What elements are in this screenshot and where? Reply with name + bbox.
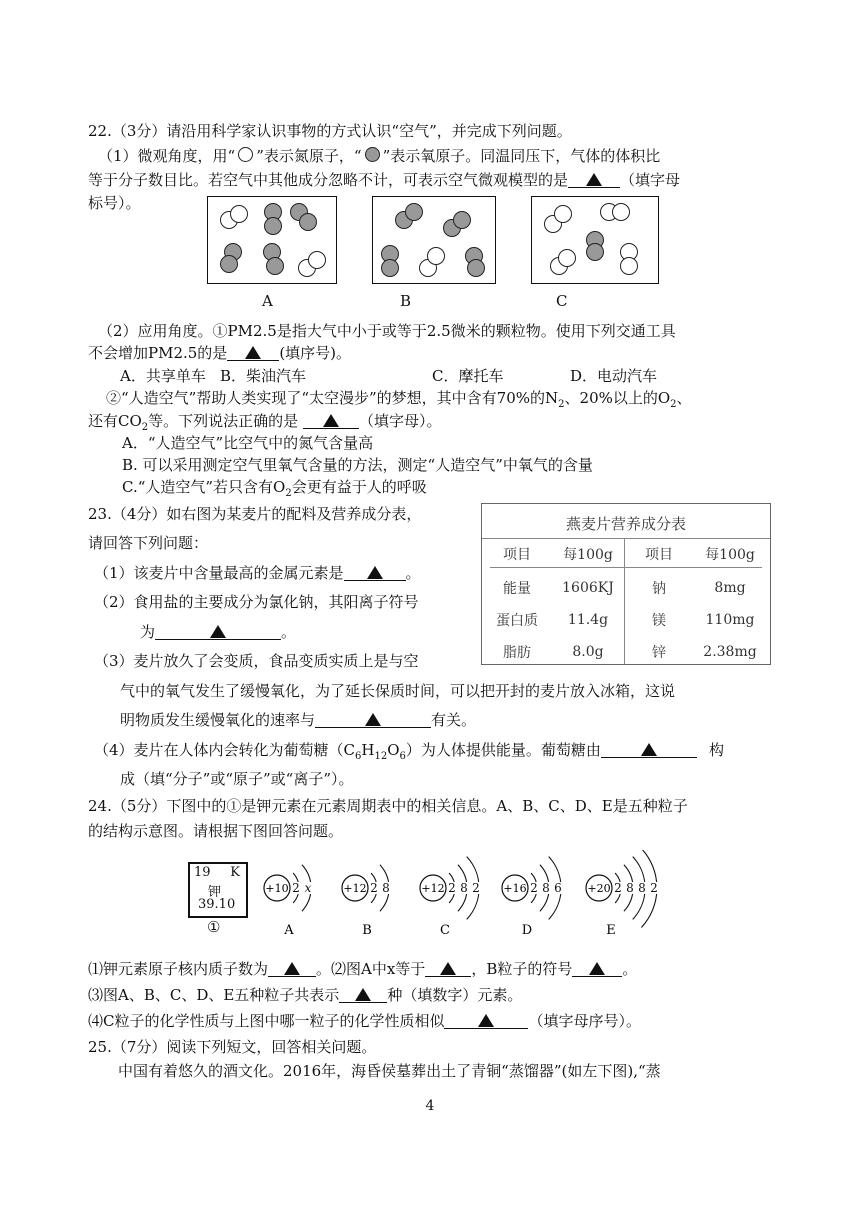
q22-opt-c-a: C.“人造空气”若只含有O <box>122 478 286 496</box>
triangle-icon <box>210 625 226 638</box>
table-header: 项目 <box>503 547 531 563</box>
element-mass: 39.10 <box>198 897 236 912</box>
q23-stem2: 请回答下列问题： <box>88 534 209 552</box>
particle-label: B <box>362 923 372 938</box>
q24-s3-b: 种（填数字）元素。 <box>387 986 523 1004</box>
q22-part1-line1 <box>98 145 660 167</box>
particle-label: A <box>284 923 294 938</box>
element-label: ① <box>207 918 221 936</box>
nutrition-table-grid <box>482 540 770 668</box>
triangle-icon <box>589 962 605 975</box>
q22-part2-line2 <box>88 342 351 364</box>
option-b: B．柴油汽车 <box>220 367 307 385</box>
model-label-a: A <box>262 292 273 310</box>
q24-s4 <box>88 1010 641 1032</box>
q22-p2b-line2-c: （填字母）。 <box>358 412 442 430</box>
q22-opt-c-b: 会更有益于人的呼吸 <box>291 478 427 496</box>
answer-blank[interactable] <box>444 1010 528 1029</box>
triangle-icon <box>355 988 371 1001</box>
nitrogen-atom-icon <box>238 147 253 162</box>
answer-blank[interactable] <box>315 709 431 728</box>
nucleus-charge: +12 <box>343 882 367 895</box>
answer-blank[interactable] <box>268 958 316 977</box>
table-header: 每100g <box>563 547 613 563</box>
q22-part2b-line2: 还有$CO_2$等。下列说法正确的是 （填字母）。 <box>88 412 442 433</box>
q24-s1 <box>88 958 637 980</box>
nucleus-charge: +16 <box>503 882 527 895</box>
q23-s4-d: ）为人体提供能量。葡萄糖由 <box>405 741 601 759</box>
triangle-icon <box>641 743 657 756</box>
page-number: 4 <box>425 1098 435 1114</box>
electron-count: 8 <box>638 881 646 895</box>
q22-part1-line2 <box>88 169 680 191</box>
q24-s4-a: ⑷C粒子的化学性质与上图中哪一粒子的化学性质相似 <box>88 1012 445 1030</box>
q22-part2b-line1: ②“人造空气”帮助人类实现了“太空漫步”的梦想，其中含有70%的$N_2$、20%以上的$O_2$、 <box>106 389 692 410</box>
element-symbol: K <box>230 865 240 880</box>
q22-p2b-line2-b: 等。下列说法正确的是 <box>148 412 299 430</box>
q24-stem2: 的结构示意图。请根据下图回答问题。 <box>88 822 344 840</box>
triangle-icon <box>323 414 339 427</box>
q23-s4-c: O <box>387 741 400 759</box>
q25-line2: 中国有着悠久的酒文化。2016年，海昏侯墓葬出土了青铜“蒸馏器”(如左下图),“蒸 <box>118 1062 661 1080</box>
table-header: 每100g <box>705 547 755 563</box>
q24-s1-b: 。⑵图A中x等于 <box>316 960 426 978</box>
triangle-icon <box>440 962 456 975</box>
nucleus-charge: +10 <box>265 882 289 895</box>
q23-s4-end: 构 <box>708 741 724 759</box>
electron-count: 2 <box>614 881 622 895</box>
answer-blank[interactable] <box>227 342 279 361</box>
particle-d <box>502 857 562 938</box>
q23-s2b <box>140 621 296 643</box>
option-d: D．电动汽车 <box>570 367 658 385</box>
triangle-icon <box>478 1014 494 1027</box>
triangle-icon <box>365 713 381 726</box>
nucleus-charge: +12 <box>421 882 445 895</box>
q23-s4: （4）麦片在人体内会转化为葡萄糖$(C_6H_{12}O_6)$为人体提供能量。葡萄糖由 构 <box>94 741 724 762</box>
model-box-b <box>372 196 496 284</box>
q23-stem: 23.（4分）如右图为某麦片的配料及营养成分表， <box>88 505 422 523</box>
q22-p1-line2-text: 等于分子数目比。若空气中其他成分忽略不计，可表示空气微观模型的是 <box>88 171 569 189</box>
electron-count: 2 <box>650 881 658 895</box>
electron-count: 2 <box>530 881 538 895</box>
q24-s1-c: ，B粒子的符号 <box>471 960 573 978</box>
q22-p1-text-a: （1）微观角度，用“ <box>98 147 236 165</box>
table-row: 能量 1606KJ 钠 8mg <box>503 580 746 597</box>
answer-blank[interactable] <box>568 169 620 188</box>
option-c: C．摩托车 <box>432 367 504 385</box>
table-row: 蛋白质 11.4g 镁 110mg <box>496 612 755 629</box>
electron-count: 8 <box>460 881 468 895</box>
q24-stem: 24.（5分）下图中的①是钾元素在元素周期表中的相关信息。A、B、C、D、E是五种粒子 <box>88 797 688 815</box>
element-number: 19 <box>194 865 211 880</box>
electron-count: 8 <box>382 881 390 895</box>
q23-s2: （2）食用盐的主要成分为氯化钠，其阳离子符号 <box>94 593 419 611</box>
particle-c <box>420 857 480 938</box>
model-label-b: B <box>400 292 412 310</box>
q22-p2b-text-b: 、20%以上的O <box>564 389 671 407</box>
q22-p1-tail: （填字母 <box>620 171 681 189</box>
answer-blank[interactable] <box>303 410 359 429</box>
electron-count: 8 <box>542 881 550 895</box>
model-label-c: C <box>556 292 568 310</box>
q22-options <box>120 365 658 387</box>
q23-s4-b: H <box>361 741 375 759</box>
model-box-a <box>207 196 337 284</box>
q24-s3 <box>88 984 522 1006</box>
q22-stem: 22.（3分）请沿用科学家认识事物的方式认识“空气”，并完成下列问题。 <box>88 122 572 140</box>
q24-s1-a: ⑴钾元素原子核内质子数为 <box>88 960 269 978</box>
q23-s3c <box>120 709 476 731</box>
q23-s3: （3）麦片放久了会变质，食品变质实质上是与空 <box>94 652 419 670</box>
answer-blank[interactable] <box>339 984 387 1003</box>
q22-part2-line1: （2）应用角度。①PM2.5是指大气中小于或等于2.5微米的颗粒物。使用下列交通工具 <box>98 322 676 340</box>
electron-count: x <box>304 881 312 895</box>
q24-s3-a: ⑶图A、B、C、D、E五种粒子共表示 <box>88 986 340 1004</box>
q23-s3b: 气中的氧气发生了缓慢氧化，为了延长保质时间，可以把开封的麦片放入冰箱，这说 <box>120 682 676 700</box>
q25-stem: 25.（7分）阅读下列短文，回答相关问题。 <box>88 1038 377 1056</box>
q23-s3c-text: 明物质发生缓慢氧化的速率与 <box>120 711 316 729</box>
q22-p1-text-b: ”表示氮原子，“ <box>256 147 362 165</box>
particle-label: C <box>440 923 450 938</box>
answer-blank[interactable] <box>155 621 281 640</box>
nutrition-table-frame <box>481 503 771 665</box>
q22-p2b-line2-a: 还有CO <box>88 412 142 430</box>
q22-opt-b: B. 可以采用测定空气里氧气含量的方法，测定“人造空气”中氧气的含量 <box>122 456 593 474</box>
table-row: 脂肪 8.0g 锌 2.38mg <box>503 644 757 661</box>
answer-blank[interactable] <box>601 739 697 758</box>
answer-blank[interactable] <box>425 958 471 977</box>
q23-s3c-end: 有关。 <box>431 711 477 729</box>
q23-s1-end: 。 <box>405 564 421 582</box>
q23-s4-a: （4）麦片在人体内会转化为葡萄糖（C <box>94 741 356 759</box>
q22-part1-line3: 标号）。 <box>88 194 141 212</box>
q24-s1-d: 。 <box>622 960 638 978</box>
q24-s4-b: （填字母序号）。 <box>528 1012 641 1030</box>
q22-p2b-text-a: ②“人造空气”帮助人类实现了“太空漫步”的梦想，其中含有70%的N <box>106 389 559 407</box>
nutrition-table-title: 燕麦片营养成分表 <box>565 515 686 533</box>
answer-blank[interactable] <box>344 562 406 581</box>
oxygen-atom-icon <box>365 147 380 162</box>
particle-label: D <box>521 923 533 938</box>
q22-opt-a: A．“人造空气”比空气中的氮气含量高 <box>122 434 374 452</box>
particle-label: E <box>606 923 616 938</box>
q23-s2b-end: 。 <box>281 623 297 641</box>
particle-diagrams <box>255 850 685 940</box>
option-a: A．共享单车 <box>120 367 206 385</box>
q22-p1-text-c: ”表示氧原子。同温同压下，气体的体积比 <box>382 147 661 165</box>
triangle-icon <box>284 962 300 975</box>
q23-s4b: 成（填“分子”或“原子”或“离子”）。 <box>120 770 354 788</box>
q23-s1 <box>94 562 421 584</box>
particle-e <box>586 850 658 938</box>
particle-b <box>342 865 390 938</box>
q23-s2b-text: 为 <box>140 623 156 641</box>
electron-count: 2 <box>448 881 456 895</box>
triangle-icon <box>586 173 602 186</box>
triangle-icon <box>245 346 261 359</box>
q22-opt-c: C.“人造空气”若只含有$O_2$会更有益于人的呼吸 <box>122 478 427 499</box>
triangle-icon <box>367 566 383 579</box>
electron-count: 2 <box>292 881 300 895</box>
q22-p2-line2-b: (填序号)。 <box>279 344 352 362</box>
electron-count: 2 <box>370 881 378 895</box>
answer-blank[interactable] <box>572 958 622 977</box>
table-header: 项目 <box>645 547 673 563</box>
q22-p2-line2-a: 不会增加PM2.5的是 <box>88 344 228 362</box>
model-box-c <box>531 196 659 284</box>
q23-s1-text: （1）该麦片中含量最高的金属元素是 <box>94 564 344 582</box>
element-name: 钾 <box>208 885 222 900</box>
particle-a <box>264 865 312 938</box>
electron-count: 6 <box>554 881 562 895</box>
element-cell <box>188 862 248 918</box>
electron-count: 2 <box>472 881 480 895</box>
electron-count: 8 <box>626 881 634 895</box>
nucleus-charge: +20 <box>587 882 611 895</box>
